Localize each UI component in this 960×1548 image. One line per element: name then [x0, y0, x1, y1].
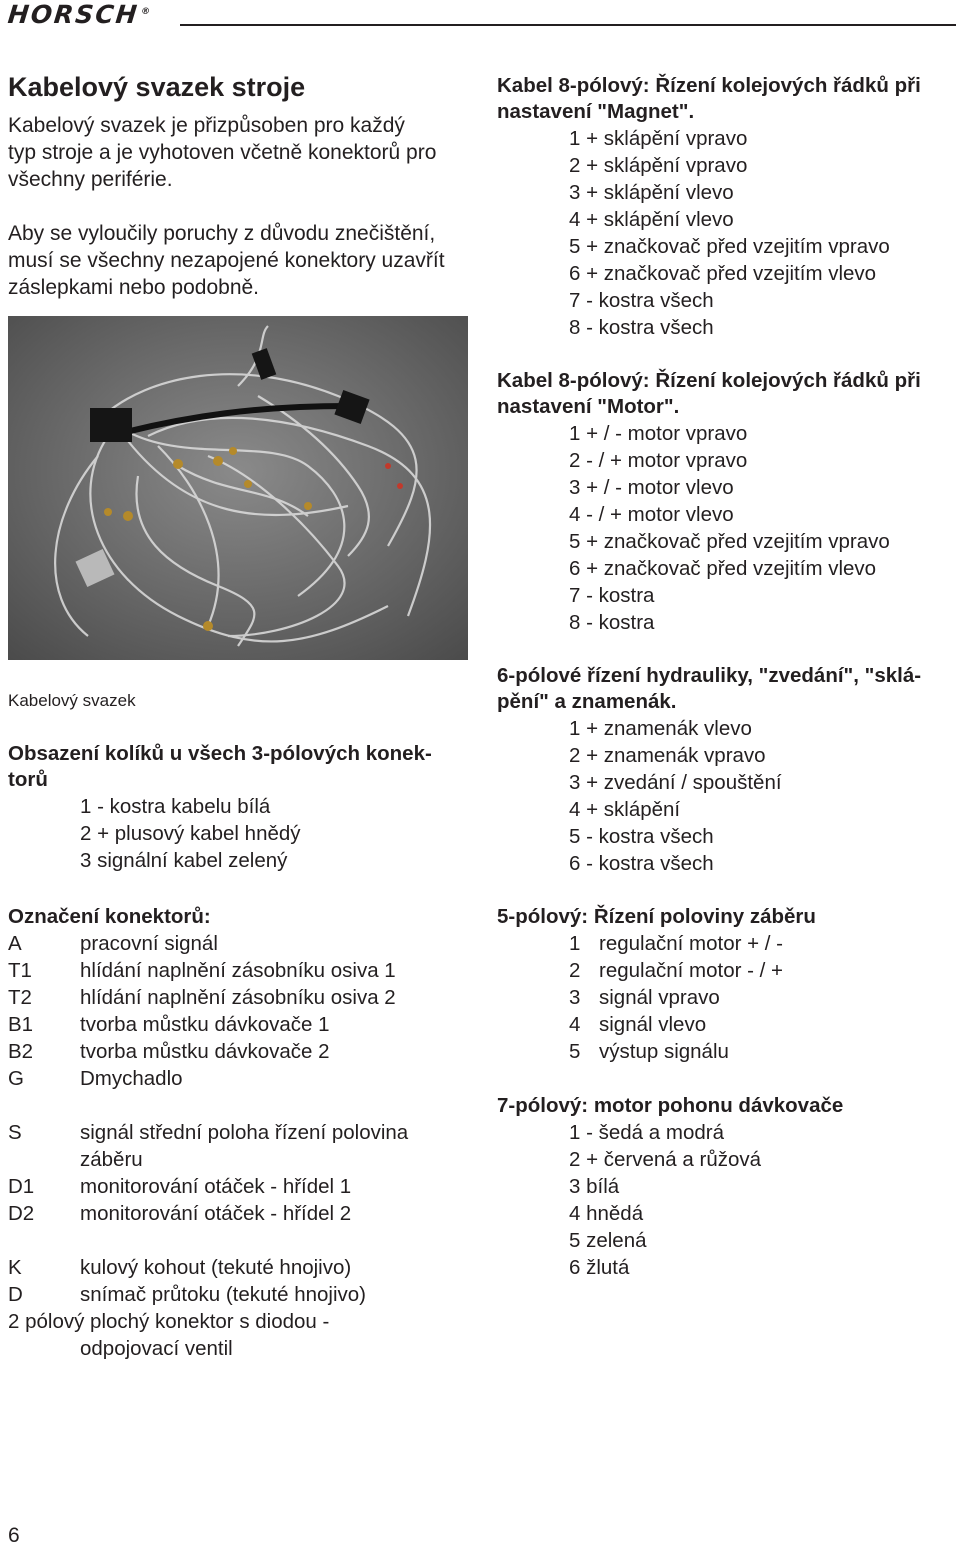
- metering-drive-item: 6 žlutá: [569, 1256, 630, 1279]
- metering-drive-item: 2 + červená a růžová: [569, 1148, 762, 1171]
- horsch-logo: HORSCH®: [6, 0, 153, 29]
- half-width-item: 3 signál vpravo: [569, 986, 720, 1009]
- metering-drive-section: [497, 1092, 959, 1281]
- note-line: Aby se vyloučily poruchy z důvodu znečištění,: [8, 222, 436, 245]
- metering-drive-title: 7-pólový: motor pohonu dávkovače: [497, 1094, 844, 1117]
- half-width-item: 4 signál vlevo: [569, 1013, 707, 1036]
- motor-item: 4 - / + motor vlevo: [569, 503, 734, 526]
- half-width-item: 2 regulační motor - / +: [569, 959, 784, 982]
- legend-row: K kulový kohout (tekuté hnojivo): [8, 1256, 352, 1279]
- hydraulics-item: 6 - kostra všech: [569, 852, 714, 875]
- hydraulics-section: [497, 663, 959, 877]
- hydraulics-item: 4 + sklápění: [569, 798, 681, 821]
- hydraulics-item: 2 + znamenák vpravo: [569, 744, 766, 767]
- legend-row: S signál střední poloha řízení polovina záběru: [8, 1121, 409, 1171]
- note-line: musí se všechny nezapojené konektory uzavřít: [8, 249, 445, 272]
- legend-section: [8, 903, 478, 1362]
- intro-section: [8, 72, 478, 301]
- magnet-item: 3 + sklápění vlevo: [569, 181, 734, 204]
- motor-item: 2 - / + motor vpravo: [569, 449, 748, 472]
- metering-drive-item: 1 - šedá a modrá: [569, 1121, 724, 1144]
- legend-row: D1 monitorování otáček - hřídel 1: [8, 1175, 352, 1198]
- legend-row: A pracovní signál: [8, 932, 218, 955]
- motor-section: [497, 368, 959, 636]
- pin-item: 3 signální kabel zelený: [80, 849, 288, 872]
- half-width-title: 5-pólový: Řízení poloviny záběru: [497, 905, 816, 928]
- page-title: Kabelový svazek stroje: [8, 72, 306, 102]
- half-width-item: 1 regulační motor + / -: [569, 932, 784, 955]
- page-header: [0, 0, 960, 40]
- control-box: [90, 408, 132, 442]
- legend-row: T1 hlídání naplnění zásobníku osiva 1: [8, 959, 396, 982]
- metering-drive-item: 5 zelená: [569, 1229, 647, 1252]
- magnet-item: 2 + sklápění vpravo: [569, 154, 748, 177]
- magnet-title: nastavení "Magnet".: [497, 100, 695, 123]
- magnet-title: Kabel 8-pólový: Řízení kolejových řádků při: [497, 74, 921, 97]
- motor-item: 3 + / - motor vlevo: [569, 476, 734, 499]
- magnet-item: 8 - kostra všech: [569, 316, 714, 339]
- magnet-section: [497, 73, 959, 341]
- motor-item: 5 + značkovač před vzejitím vpravo: [569, 530, 890, 553]
- motor-item: 8 - kostra: [569, 611, 655, 634]
- pins-title: Obsazení kolíků u všech 3-pólových konek-: [8, 742, 432, 765]
- motor-title: nastavení "Motor".: [497, 395, 680, 418]
- legend-row: D snímač průtoku (tekuté hnojivo): [8, 1283, 366, 1306]
- magnet-item: 6 + značkovač před vzejitím vlevo: [569, 262, 877, 285]
- page-number: 6: [8, 1524, 20, 1547]
- half-width-section: [497, 903, 959, 1065]
- legend-row: D2 monitorování otáček - hřídel 2: [8, 1202, 352, 1225]
- intro-line: Kabelový svazek je přizpůsoben pro každý: [8, 114, 405, 137]
- legend-row: G Dmychadlo: [8, 1067, 183, 1090]
- legend-row: B2 tvorba můstku dávkovače 2: [8, 1040, 330, 1063]
- hydraulics-title: pění" a znamenák.: [497, 690, 677, 713]
- magnet-item: 1 + sklápění vpravo: [569, 127, 748, 150]
- legend-title: Označení konektorů:: [8, 905, 211, 928]
- flat-connector-line: 2 pólový plochý konektor s diodou -: [8, 1310, 330, 1333]
- pin-item: 1 - kostra kabelu bílá: [80, 795, 271, 818]
- motor-item: 7 - kostra: [569, 584, 655, 607]
- hydraulics-title: 6-pólové řízení hydrauliky, "zvedání", "sklá-: [497, 664, 922, 687]
- hydraulics-item: 1 + znamenák vlevo: [569, 717, 752, 740]
- magnet-item: 4 + sklápění vlevo: [569, 208, 734, 231]
- cable-harness-photo: [8, 316, 468, 660]
- legend-row: T2 hlídání naplnění zásobníku osiva 2: [8, 986, 396, 1009]
- flat-connector-line: odpojovací ventil: [80, 1337, 233, 1360]
- intro-line: všechny periférie.: [8, 168, 173, 191]
- motor-item: 6 + značkovač před vzejitím vlevo: [569, 557, 877, 580]
- metering-drive-item: 4 hnědá: [569, 1202, 644, 1225]
- hydraulics-item: 5 - kostra všech: [569, 825, 714, 848]
- legend-row: B1 tvorba můstku dávkovače 1: [8, 1013, 330, 1036]
- pins-section: [8, 741, 478, 874]
- motor-title: Kabel 8-pólový: Řízení kolejových řádků při: [497, 369, 921, 392]
- pin-item: 2 + plusový kabel hnědý: [80, 822, 301, 845]
- intro-line: typ stroje a je vyhotoven včetně konektorů pro: [8, 141, 437, 164]
- photo-caption: Kabelový svazek: [8, 691, 136, 710]
- note-line: záslepkami nebo podobně.: [8, 276, 260, 299]
- magnet-item: 5 + značkovač před vzejitím vpravo: [569, 235, 890, 258]
- header-rule: [180, 24, 956, 26]
- metering-drive-item: 3 bílá: [569, 1175, 620, 1198]
- pins-title: torů: [8, 768, 48, 791]
- caption-block: [8, 690, 478, 712]
- motor-item: 1 + / - motor vpravo: [569, 422, 748, 445]
- half-width-item: 5 výstup signálu: [569, 1040, 729, 1063]
- hydraulics-item: 3 + zvedání / spouštění: [569, 771, 782, 794]
- magnet-item: 7 - kostra všech: [569, 289, 714, 312]
